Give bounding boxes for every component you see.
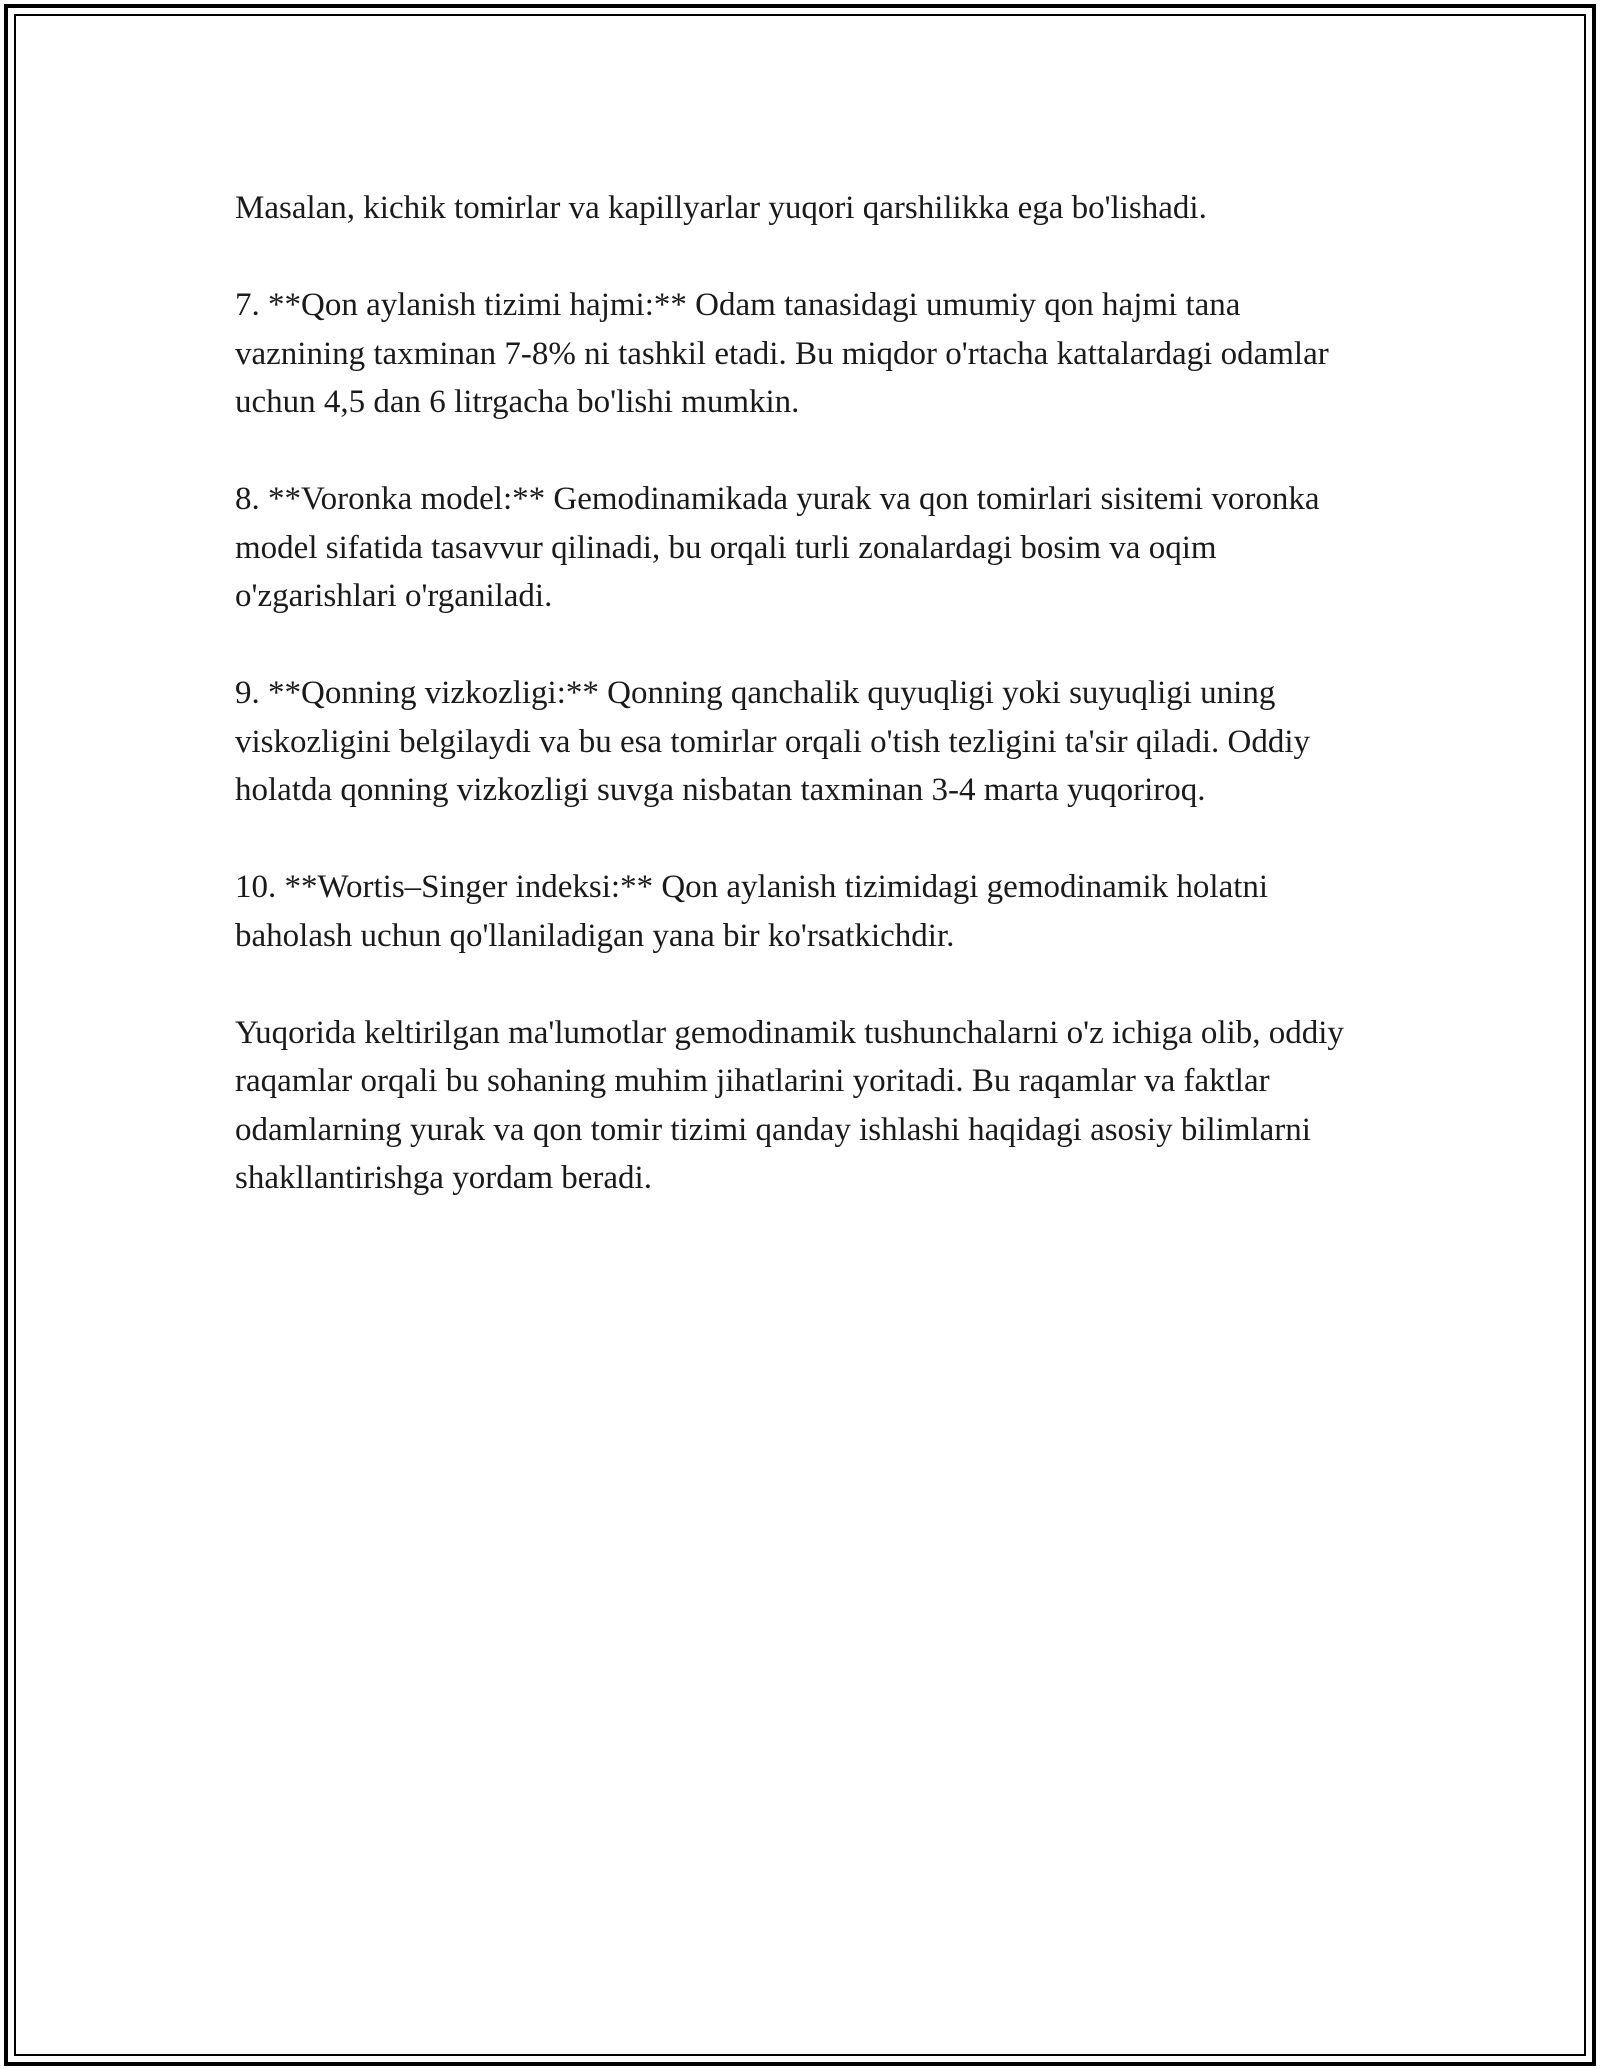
- paragraph-item-9: 9. **Qonning vizkozligi:** Qonning qanchalik quyuqligi yoki suyuqligi uning viskozligini belgilaydi va bu esa tomirlar orqali o'tish tezligini ta'sir qiladi. Oddiy holatda qonning vizkozligi suvga nisbatan taxminan 3-4 marta yuqoriroq.: [235, 675, 1311, 808]
- document-body: [235, 184, 1375, 1251]
- paragraph-conclusion: Yuqorida keltirilgan ma'lumotlar gemodinamik tushunchalarni o'z ichiga olib, oddiy raqamlar orqali bu sohaning muhim jihatlarini yoritadi. Bu raqamlar va faktlar odamlarning yurak va qon tomir tizimi qanday ishlashi haqidagi asosiy bilimlarni shakllantirishga yordam beradi.: [235, 1014, 1344, 1196]
- paragraph-item-7: 7. **Qon aylanish tizimi hajmi:** Odam tanasidagi umumiy qon hajmi tana vaznining taxminan 7-8% ni tashkil etadi. Bu miqdor o'rtacha kattalardagi odamlar uchun 4,5 dan 6 litrgacha bo'lishi mumkin.: [235, 287, 1329, 420]
- paragraph-intro: Masalan, kichik tomirlar va kapillyarlar yuqori qarshilikka ega bo'lishadi.: [235, 190, 1207, 226]
- paragraph-item-8: 8. **Voronka model:** Gemodinamikada yurak va qon tomirlari sisitemi voronka model sifatida tasavvur qilinadi, bu orqali turli zonalardagi bosim va oqim o'zgarishlari o'rganiladi.: [235, 481, 1320, 614]
- paragraph-item-10: 10. **Wortis–Singer indeksi:** Qon aylanish tizimidagi gemodinamik holatni baholash uchun qo'llaniladigan yana bir ko'rsatkichdir.: [235, 869, 1269, 954]
